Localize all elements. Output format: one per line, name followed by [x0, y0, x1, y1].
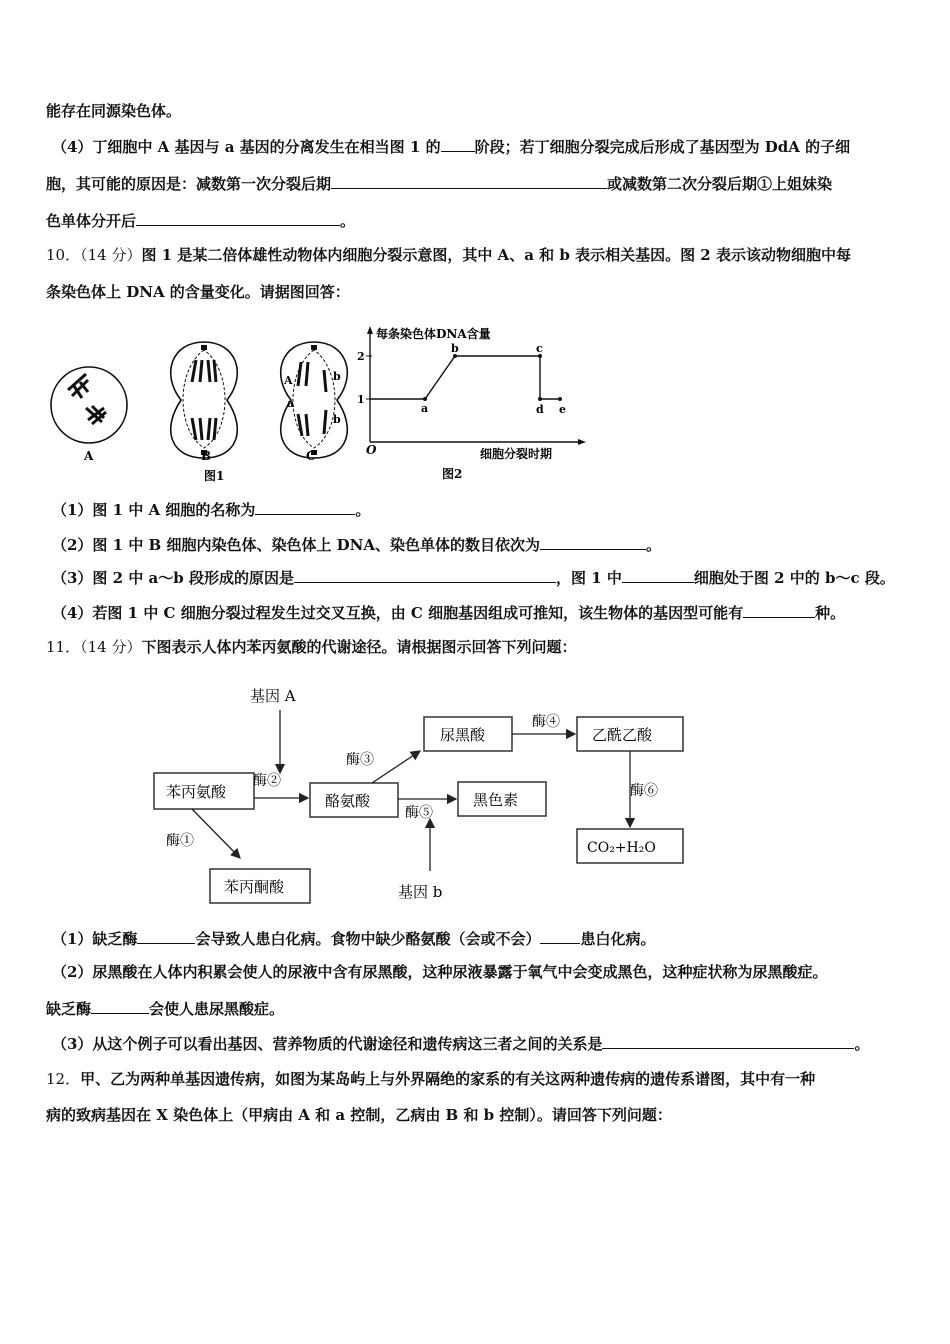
gene-label-b2: b — [333, 413, 341, 426]
point-c: c — [536, 342, 543, 355]
q10-intro-line1: 10．（14 分）图 1 是某二倍体雄性动物体内细胞分裂示意图，其中 A、a 和 b 表示相关基因。图 2 表示该动物细胞中每 — [46, 246, 851, 264]
point-e: e — [559, 403, 566, 416]
label-homogentisic-acid: 尿黑酸 — [440, 726, 486, 744]
point-b: b — [451, 342, 459, 355]
answer-blank[interactable] — [137, 928, 195, 944]
label-melanin: 黑色素 — [473, 791, 519, 809]
label-enzyme-3: 酶③ — [346, 752, 374, 768]
cell-label-a: A — [84, 449, 94, 463]
question-number: 11．（14 分） — [46, 638, 142, 656]
gene-label-A: A — [284, 374, 293, 387]
q11-sub2-line2: 缺乏酶 会使人患尿黑酸症。 — [46, 1000, 285, 1018]
label-enzyme-5: 酶⑤ — [405, 805, 433, 821]
question-number: 12． — [46, 1070, 81, 1088]
q9-line1: 能存在同源染色体。 — [46, 102, 182, 120]
point-a: a — [421, 402, 429, 415]
label-tyrosine: 酪氨酸 — [325, 792, 371, 810]
figure-2-caption: 图2 — [442, 467, 463, 481]
label-enzyme-1: 酶① — [166, 833, 194, 849]
y-tick-2: 2 — [357, 350, 365, 363]
label-phenylalanine: 苯丙氨酸 — [166, 783, 227, 801]
answer-blank[interactable] — [602, 1033, 854, 1049]
point-d: d — [536, 403, 544, 416]
q11-sub1: （1）缺乏酶 会导致人患白化病。食物中缺少酪氨酸（会或不会） 患白化病。 — [52, 930, 656, 948]
answer-blank[interactable] — [441, 136, 475, 152]
q10-sub1: （1）图 1 中 A 细胞的名称为 。 — [52, 501, 371, 519]
label-co2-h2o: CO₂+H₂O — [587, 840, 656, 856]
question-number: 10．（14 分） — [46, 246, 142, 264]
q10-intro-line2: 条染色体上 DNA 的含量变化。请据图回答： — [46, 283, 350, 301]
cell-a — [51, 367, 127, 443]
answer-blank[interactable] — [136, 210, 340, 226]
dna-content-line — [370, 356, 560, 399]
answer-blank[interactable] — [540, 928, 580, 944]
q10-sub4: （4）若图 1 中 C 细胞分裂过程发生过交叉互换，由 C 细胞基因组成可推知，该生物体的基因型可能有 种。 — [52, 604, 846, 622]
cell-label-c: C — [306, 449, 316, 463]
origin-label: O — [366, 443, 377, 457]
label-gene-a: 基因 A — [250, 687, 296, 705]
q11-intro: 11．（14 分）下图表示人体内苯丙氨酸的代谢途径。请根据图示回答下列问题： — [46, 638, 577, 656]
q10-sub3: （3）图 2 中 a～b 段形成的原因是 ，图 1 中 细胞处于图 2 中的 b～c 段。 — [52, 569, 895, 587]
y-tick-1: 1 — [357, 393, 365, 406]
y-axis-label: 每条染色体DNA含量 — [376, 327, 491, 341]
answer-blank[interactable] — [91, 998, 149, 1014]
q9-part4-line1: （4）丁细胞中 A 基因与 a 基因的分离发生在相当图 1 的 阶段；若丁细胞分裂完成后形成了基因型为 DdA 的子细 — [52, 138, 851, 156]
cell-label-b: B — [201, 449, 212, 463]
x-axis-label: 细胞分裂时期 — [480, 447, 553, 461]
answer-blank[interactable] — [540, 534, 646, 550]
label-gene-b: 基因 b — [398, 883, 443, 901]
figure-2-dna-graph — [357, 322, 600, 492]
figure-1-caption: 图1 — [204, 469, 225, 483]
answer-blank[interactable] — [331, 173, 607, 189]
q10-sub2: （2）图 1 中 B 细胞内染色体、染色体上 DNA、染色单体的数目依次为 。 — [52, 536, 662, 554]
figure-1-cell-division — [46, 330, 366, 490]
q9-part4-line3: 色单体分开后 。 — [46, 212, 356, 230]
answer-blank[interactable] — [255, 499, 355, 515]
label-enzyme-4: 酶④ — [532, 714, 560, 730]
gene-label-a: a — [287, 397, 295, 410]
label-phenylpyruvic-acid: 苯丙酮酸 — [224, 878, 285, 896]
gene-label-b1: b — [333, 370, 341, 383]
q9-part4-line2: 胞，其可能的原因是：减数第一次分裂后期 或减数第二次分裂后期①上姐妹染 — [46, 175, 833, 193]
answer-blank[interactable] — [622, 567, 694, 583]
cell-b — [171, 342, 238, 458]
answer-blank[interactable] — [294, 567, 556, 583]
q12-intro-line2: 病的致病基因在 X 染色体上（甲病由 A 和 a 控制，乙病由 B 和 b 控制）。请回答下列问题： — [46, 1106, 672, 1124]
label-enzyme-2: 酶② — [253, 773, 281, 789]
q11-sub2-line1: （2）尿黑酸在人体内积累会使人的尿液中含有尿黑酸，这种尿液暴露于氧气中会变成黑色，这种症状称为尿黑酸症。 — [52, 963, 828, 981]
answer-blank[interactable] — [743, 602, 815, 618]
q12-intro-line1: 12．甲、乙为两种单基因遗传病，如图为某岛屿上与外界隔绝的家系的有关这两种遗传病的遗传系谱图，其中有一种 — [46, 1070, 816, 1088]
label-enzyme-6: 酶⑥ — [630, 783, 658, 799]
label-acetoacetic-acid: 乙酰乙酸 — [592, 726, 653, 744]
q11-sub3: （3）从这个例子可以看出基因、营养物质的代谢途径和遗传病这三者之间的关系是 。 — [52, 1035, 870, 1053]
phenylalanine-metabolism-diagram — [140, 675, 700, 910]
